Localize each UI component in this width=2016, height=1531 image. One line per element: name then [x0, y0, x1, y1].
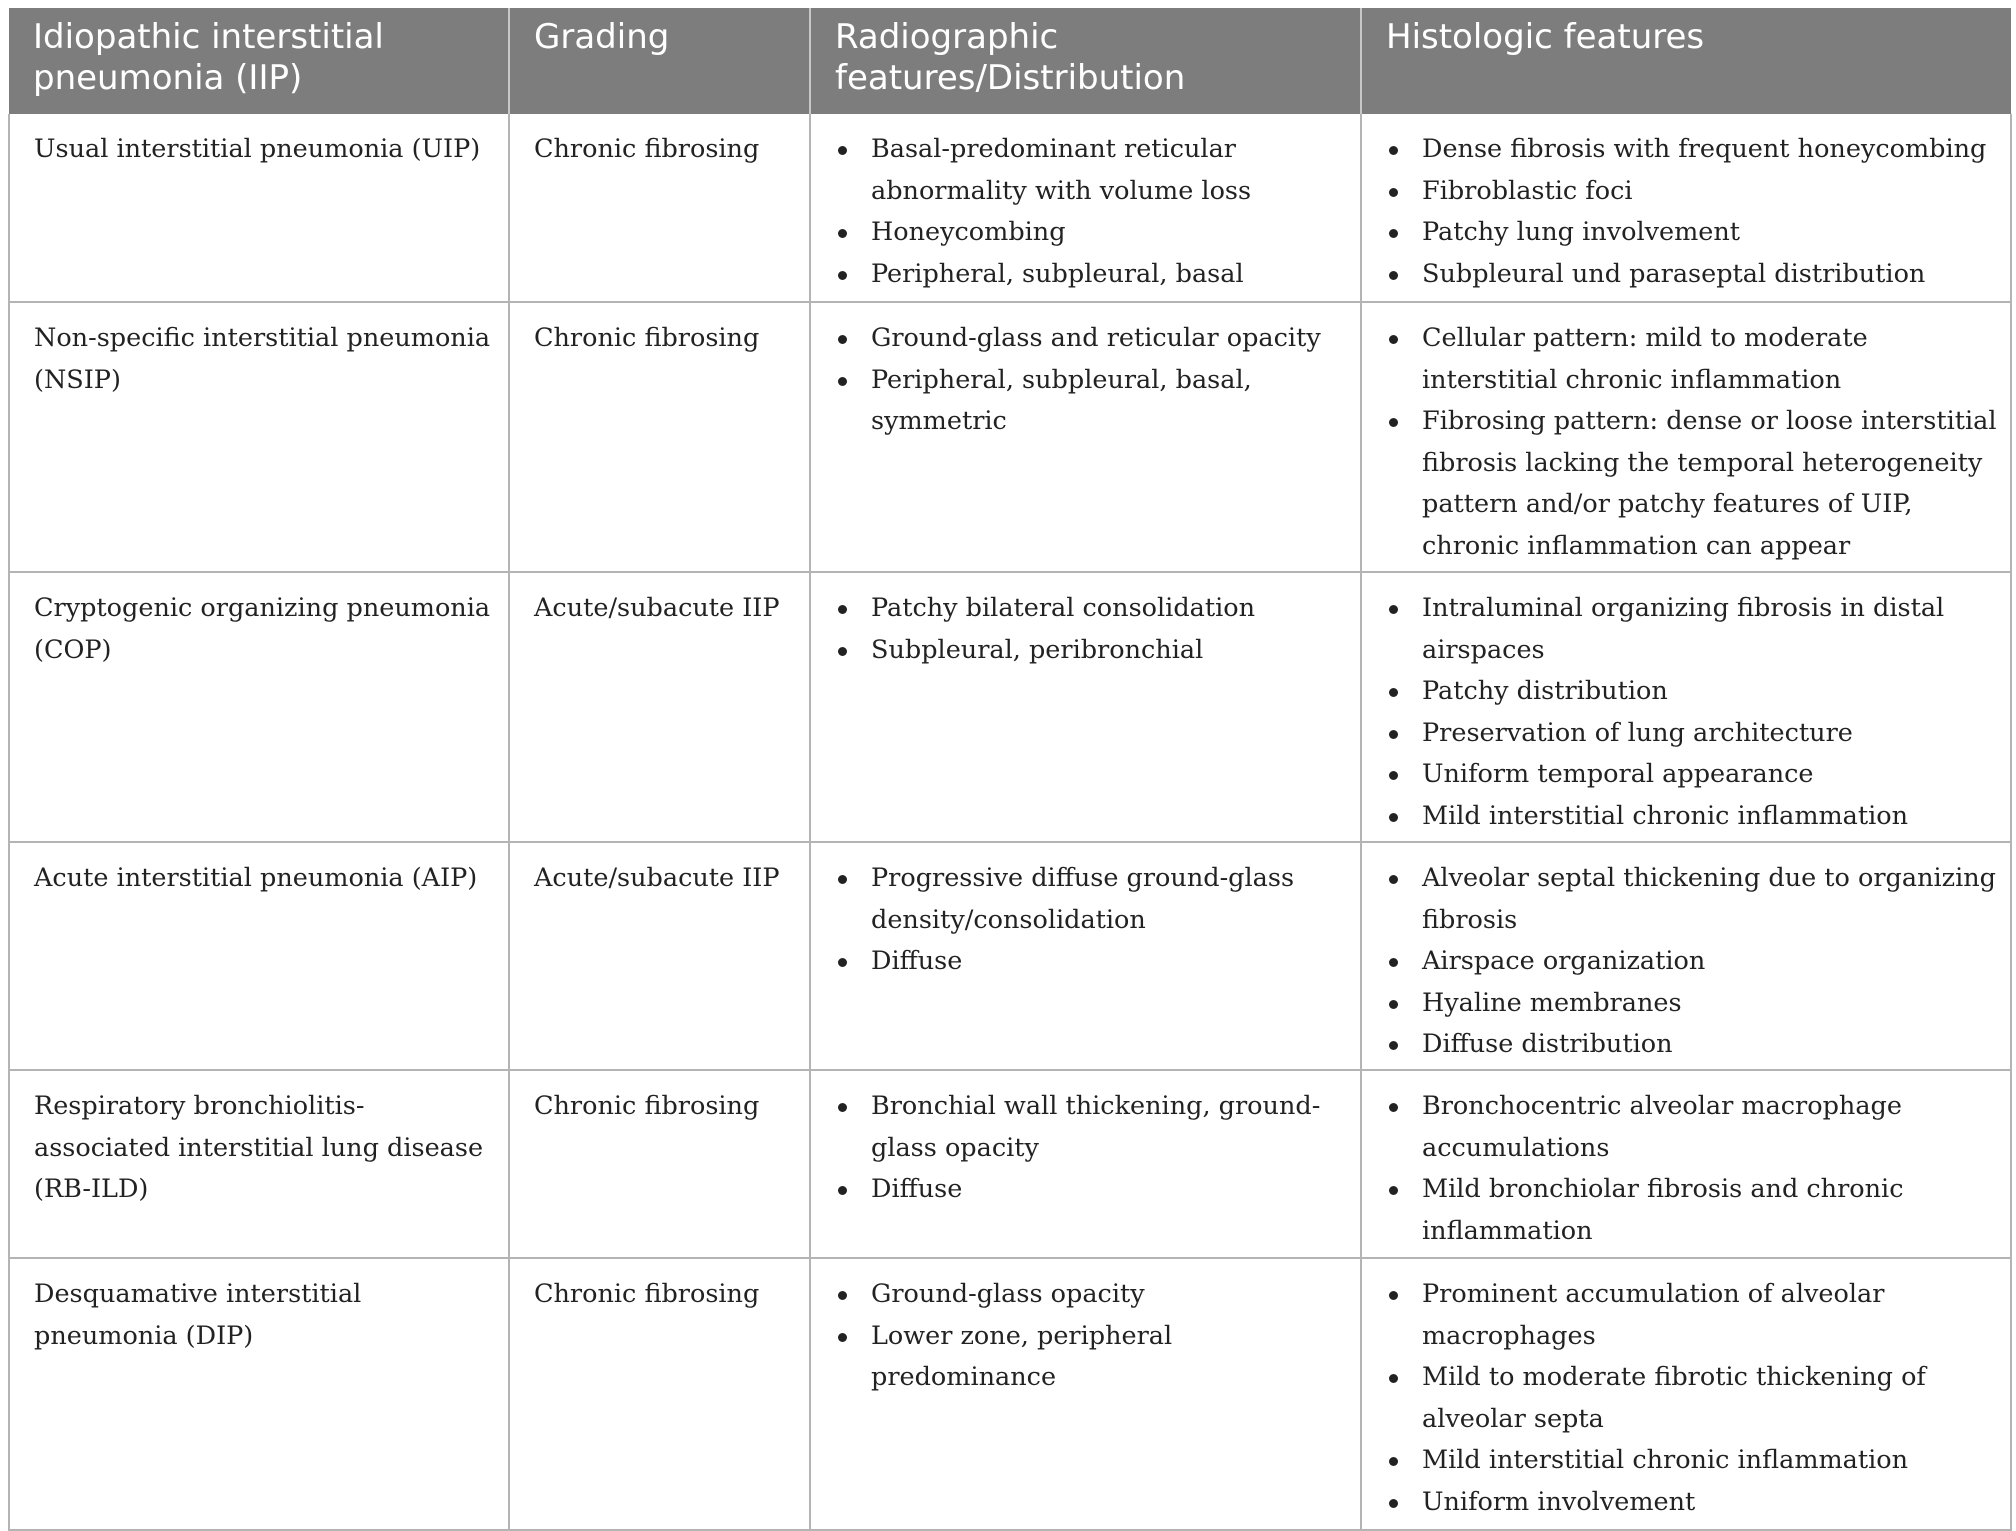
list-item: Patchy lung involvement — [1386, 212, 2000, 254]
cell-histologic — [1361, 114, 2011, 302]
list-item: Mild interstitial chronic inflammation — [1386, 796, 2000, 838]
list-item: Preservation of lung architecture — [1386, 713, 2000, 755]
histologic-list — [1386, 858, 2000, 1066]
list-item: Subpleural und paraseptal distribution — [1386, 254, 2000, 296]
list-item: Progressive diffuse ground-glass density/consolidation — [835, 858, 1350, 941]
cell-iip-name: Cryptogenic organizing pneumonia (COP) — [9, 572, 509, 842]
cell-radiographic — [810, 572, 1361, 842]
list-item: Honeycombing — [835, 212, 1350, 254]
cell-histologic — [1361, 1070, 2011, 1258]
histologic-list — [1386, 129, 2000, 295]
header-histologic: Histologic features — [1361, 8, 2011, 114]
cell-grading: Chronic fibrosing — [509, 114, 810, 302]
cell-histologic — [1361, 842, 2011, 1070]
table-row-aip — [9, 842, 2011, 1070]
histologic-list — [1386, 318, 2000, 567]
list-item: Fibroblastic foci — [1386, 171, 2000, 213]
list-item: Dense fibrosis with frequent honeycombing — [1386, 129, 2000, 171]
list-item: Mild bronchiolar fibrosis and chronic inflammation — [1386, 1169, 2000, 1252]
cell-iip-name: Acute interstitial pneumonia (AIP) — [9, 842, 509, 1070]
list-item: Fibrosing pattern: dense or loose interstitial fibrosis lacking the temporal heterogeneity pattern and/or patchy features of UIP, chronic inflammation can appear — [1386, 401, 2000, 567]
cell-histologic — [1361, 572, 2011, 842]
cell-radiographic — [810, 842, 1361, 1070]
radiographic-list — [835, 858, 1350, 983]
cell-histologic — [1361, 302, 2011, 572]
list-item: Diffuse distribution — [1386, 1024, 2000, 1066]
cell-grading: Acute/subacute IIP — [509, 572, 810, 842]
list-item: Peripheral, subpleural, basal — [835, 254, 1350, 296]
list-item: Diffuse — [835, 941, 1350, 983]
cell-iip-name: Respiratory bronchiolitis-associated interstitial lung disease (RB-ILD) — [9, 1070, 509, 1258]
radiographic-list — [835, 588, 1350, 671]
list-item: Ground-glass opacity — [835, 1274, 1350, 1316]
header-grading: Grading — [509, 8, 810, 114]
list-item: Intraluminal organizing fibrosis in distal airspaces — [1386, 588, 2000, 671]
list-item: Airspace organization — [1386, 941, 2000, 983]
cell-grading: Chronic fibrosing — [509, 1070, 810, 1258]
list-item: Prominent accumulation of alveolar macrophages — [1386, 1274, 2000, 1357]
list-item: Mild to moderate fibrotic thickening of alveolar septa — [1386, 1357, 2000, 1440]
list-item: Subpleural, peribronchial — [835, 630, 1350, 672]
list-item: Uniform temporal appearance — [1386, 754, 2000, 796]
list-item: Lower zone, peripheral predominance — [835, 1316, 1350, 1399]
cell-iip-name: Non-specific interstitial pneumonia (NSIP) — [9, 302, 509, 572]
radiographic-list — [835, 1086, 1350, 1211]
list-item: Basal-predominant reticular abnormality with volume loss — [835, 129, 1350, 212]
list-item: Mild interstitial chronic inflammation — [1386, 1440, 2000, 1482]
iip-classification-table — [8, 8, 2012, 1531]
cell-grading: Chronic fibrosing — [509, 302, 810, 572]
cell-iip-name: Desquamative interstitial pneumonia (DIP) — [9, 1258, 509, 1530]
list-item: Uniform involvement — [1386, 1482, 2000, 1524]
radiographic-list — [835, 318, 1350, 443]
list-item: Bronchial wall thickening, ground-glass opacity — [835, 1086, 1350, 1169]
table-row-rb-ild — [9, 1070, 2011, 1258]
header-iip: Idiopathic interstitial pneumonia (IIP) — [9, 8, 509, 114]
list-item: Cellular pattern: mild to moderate interstitial chronic inflammation — [1386, 318, 2000, 401]
table-row-nsip — [9, 302, 2011, 572]
histologic-list — [1386, 588, 2000, 837]
radiographic-list — [835, 129, 1350, 295]
cell-radiographic — [810, 302, 1361, 572]
cell-grading: Chronic fibrosing — [509, 1258, 810, 1530]
cell-iip-name: Usual interstitial pneumonia (UIP) — [9, 114, 509, 302]
list-item: Ground-glass and reticular opacity — [835, 318, 1350, 360]
list-item: Alveolar septal thickening due to organizing fibrosis — [1386, 858, 2000, 941]
list-item: Peripheral, subpleural, basal, symmetric — [835, 360, 1350, 443]
list-item: Diffuse — [835, 1169, 1350, 1211]
header-radiographic: Radiographic features/Distribution — [810, 8, 1361, 114]
histologic-list — [1386, 1274, 2000, 1523]
list-item: Hyaline membranes — [1386, 983, 2000, 1025]
table-body — [9, 114, 2011, 1530]
cell-grading: Acute/subacute IIP — [509, 842, 810, 1070]
cell-histologic — [1361, 1258, 2011, 1530]
cell-radiographic — [810, 1070, 1361, 1258]
header-row — [9, 8, 2011, 114]
histologic-list — [1386, 1086, 2000, 1252]
table-row-dip — [9, 1258, 2011, 1530]
list-item: Patchy distribution — [1386, 671, 2000, 713]
cell-radiographic — [810, 1258, 1361, 1530]
list-item: Bronchocentric alveolar macrophage accumulations — [1386, 1086, 2000, 1169]
cell-radiographic — [810, 114, 1361, 302]
radiographic-list — [835, 1274, 1350, 1399]
list-item: Patchy bilateral consolidation — [835, 588, 1350, 630]
table-row-uip — [9, 114, 2011, 302]
table-row-cop — [9, 572, 2011, 842]
table-header — [9, 8, 2011, 114]
